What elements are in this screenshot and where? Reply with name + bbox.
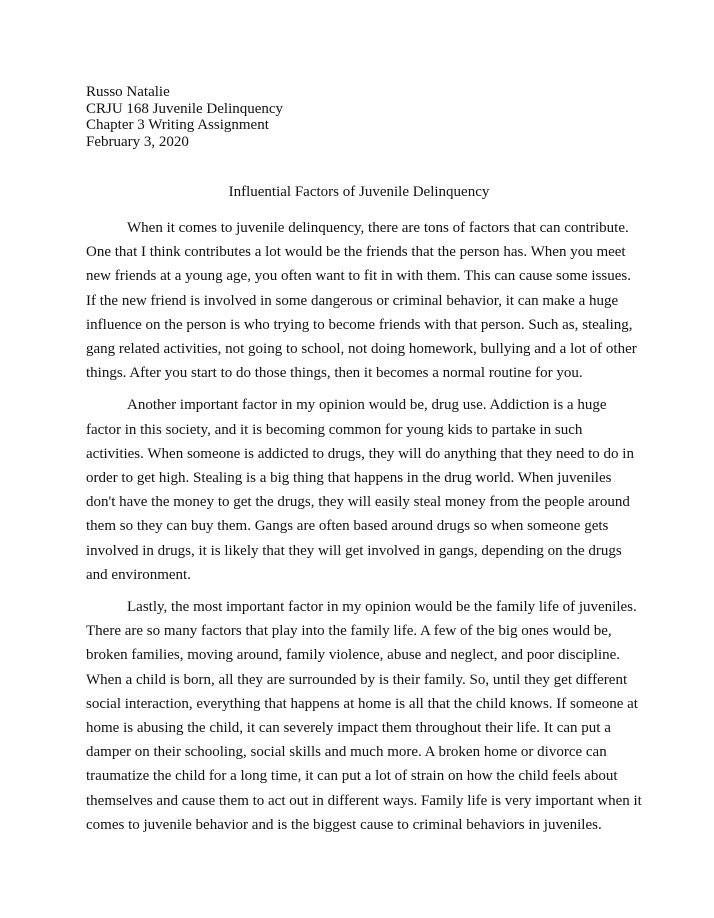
author-name: Russo Natalie (86, 84, 170, 100)
course-name: CRJU 168 Juvenile Delinquency (86, 100, 284, 117)
document-header (86, 84, 646, 150)
assignment-name: Chapter 3 Writing Assignment (86, 117, 269, 133)
paragraph-drug-use: Another important factor in my opinion would be, drug use. Addiction is a huge factor in this society, and it is becoming common for young kids to partake in such activities. When someone is addicted to drugs, they will do anything that they need to do in order to get high. Stealing is a big thing that happens in the drug world. When juveniles don't have the money to get the drugs, they will easily steal money from the people around them so they can buy them. Gangs are often based around drugs so when someone gets involved in drugs, it is likely that they will get involved in gangs, depending on the drugs and environment. (86, 397, 634, 583)
document-date: February 3, 2020 (86, 133, 189, 150)
document-body (86, 216, 642, 845)
paragraph-friends: When it comes to juvenile delinquency, there are tons of factors that can contribute. One that I think contributes a lot would be the friends that the person has. When you meet new friends at a young age, you often want to fit in with them. This can cause some issues. If the new friend is involved in some dangerous or criminal behavior, it can make a huge influence on the person is who trying to become friends with that person. Such as, stealing, gang related activities, not going to school, not doing homework, bullying and a lot of other things. After you start to do those things, then it becomes a normal routine for you. (86, 220, 637, 382)
document-title: Influential Factors of Juvenile Delinquency (228, 184, 490, 200)
paragraph-family-life: Lastly, the most important factor in my opinion would be the family life of juveniles. There are so many factors that play into the family life. A few of the big ones would be, broken families, moving around, family violence, abuse and neglect, and poor discipline. When a child is born, all they are surrounded by is their family. So, until they get different social interaction, everything that happens at home is all that the child knows. If someone at home is abusing the child, it can severely impact them throughout their life. It can put a damper on their schooling, social skills and much more. A broken home or divorce can traumatize the child for a long time, it can put a lot of strain on how the child feels about themselves and cause them to act out in different ways. Family life is very important when it comes to juvenile behavior and is the biggest cause to criminal behaviors in juveniles. (86, 599, 642, 833)
